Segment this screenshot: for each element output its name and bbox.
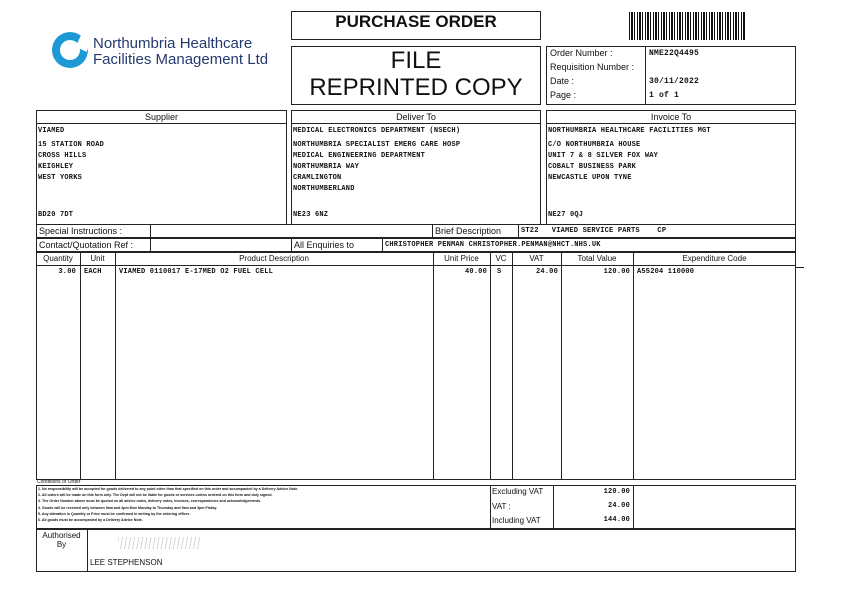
condition-line: 6. All goods must be accompanied by a Delivery Advice Note. bbox=[38, 518, 143, 523]
supplier-postcode: BD20 7DT bbox=[38, 211, 74, 219]
item-vc: S bbox=[497, 268, 502, 276]
brief-description-label: Brief Description bbox=[435, 226, 502, 236]
invoice-line: NEWCASTLE UPON TYNE bbox=[548, 174, 632, 182]
col-header-vc: VC bbox=[495, 254, 507, 263]
vat-value: 24.00 bbox=[607, 502, 630, 510]
conditions-header: Conditions of Order bbox=[37, 479, 81, 485]
supplier-line: KEIGHLEY bbox=[38, 163, 74, 171]
conditions-list bbox=[38, 486, 488, 523]
condition-line: 3. The Order Number above must be quoted on all advice notes, delivery notes, invoices, correspondence and acknowledgements. bbox=[38, 499, 262, 504]
supplier-header: Supplier bbox=[144, 112, 179, 122]
item-expenditure-code: A55204 110000 bbox=[637, 268, 695, 276]
col-header-quantity: Quantity bbox=[43, 254, 73, 263]
vat-label: VAT : bbox=[492, 502, 511, 511]
excluding-vat-label: Excluding VAT bbox=[492, 487, 544, 496]
excluding-vat-value: 120.00 bbox=[603, 488, 630, 496]
special-instructions-label: Special Instructions : bbox=[39, 226, 123, 236]
file-copy-line1: FILE bbox=[390, 47, 442, 74]
enquiries-label: All Enquiries to bbox=[294, 240, 355, 250]
invoice-line: UNIT 7 & 8 SILVER FOX WAY bbox=[548, 152, 659, 160]
invoice-to-header: Invoice To bbox=[650, 112, 692, 122]
enquiries-value: CHRISTOPHER PENMAN CHRISTOPHER.PENMAN@NHCT.NHS.UK bbox=[385, 241, 601, 249]
deliver-to-header: Deliver To bbox=[396, 112, 436, 122]
authorised-name: LEE STEPHENSON bbox=[90, 558, 163, 567]
deliver-line: NORTHUMBRIA WAY bbox=[293, 163, 360, 171]
supplier-line: 15 STATION ROAD bbox=[38, 141, 105, 149]
including-vat-label: Including VAT bbox=[492, 516, 541, 525]
barcode bbox=[629, 12, 745, 40]
invoice-line: COBALT BUSINESS PARK bbox=[548, 163, 637, 171]
item-description: VIAMED 0110017 E-17MED O2 FUEL CELL bbox=[119, 268, 274, 276]
contact-label: Contact/Quotation Ref : bbox=[39, 240, 134, 250]
company-name-line1: Northumbria Healthcare bbox=[93, 35, 253, 52]
including-vat-value: 144.00 bbox=[603, 516, 630, 524]
condition-line: 5. Any alteration in Quantity or Price must be confirmed in writing by the ordering officer. bbox=[38, 511, 191, 516]
items-table bbox=[36, 252, 796, 480]
file-copy-line2: REPRINTED COPY bbox=[309, 74, 523, 101]
condition-line: 2. All orders will be made on this form only. The Dept will not be liable for goods or services unless ordered on this form and duly signed. bbox=[38, 493, 273, 498]
condition-line: 1. No responsibility will be accepted for goods delivered to any point other than that specified on this order and accompanied by a Delivery Advice Note. bbox=[38, 487, 299, 491]
col-header-description: Product Description bbox=[239, 254, 309, 263]
supplier-line: CROSS HILLS bbox=[38, 152, 87, 160]
date-label: Date : bbox=[550, 76, 575, 86]
col-header-total: Total Value bbox=[577, 254, 617, 263]
supplier-line: WEST YORKS bbox=[38, 174, 83, 182]
deliver-line: MEDICAL ELECTRONICS DEPARTMENT (NSECH) bbox=[293, 127, 461, 135]
deliver-line: NORTHUMBERLAND bbox=[293, 185, 355, 193]
deliver-line: CRAMLINGTON bbox=[293, 174, 342, 182]
item-unit: EACH bbox=[84, 268, 102, 276]
date-value: 30/11/2022 bbox=[649, 77, 700, 86]
col-header-code: Expenditure Code bbox=[682, 254, 747, 263]
requisition-label: Requisition Number : bbox=[550, 62, 635, 72]
invoice-line: NORTHUMBRIA HEALTHCARE FACILITIES MGT bbox=[548, 127, 711, 135]
item-vat: 24.00 bbox=[535, 268, 558, 276]
deliver-line: MEDICAL ENGINEERING DEPARTMENT bbox=[293, 152, 426, 160]
company-name-line2: Facilities Management Ltd bbox=[93, 51, 269, 68]
supplier-line: VIAMED bbox=[38, 127, 65, 135]
page-title: PURCHASE ORDER bbox=[335, 12, 497, 31]
order-number-label: Order Number : bbox=[550, 48, 613, 58]
col-header-unit-price: Unit Price bbox=[444, 254, 479, 263]
authorised-label: Authorised bbox=[42, 531, 81, 540]
page-value: 1 of 1 bbox=[649, 91, 680, 100]
col-header-vat: VAT bbox=[529, 254, 544, 263]
order-number-value: NME22Q4495 bbox=[649, 49, 700, 58]
supplier-box bbox=[36, 110, 287, 225]
deliver-postcode: NE23 6NZ bbox=[293, 211, 329, 219]
item-unit-price: 40.00 bbox=[464, 268, 487, 276]
item-quantity: 3.00 bbox=[58, 268, 76, 276]
authorised-by-label: By bbox=[56, 540, 67, 549]
signature bbox=[118, 537, 200, 549]
page-label: Page : bbox=[550, 90, 577, 100]
invoice-postcode: NE27 0QJ bbox=[548, 211, 584, 219]
brief-description-value: ST22 VIAMED SERVICE PARTS CP bbox=[521, 227, 667, 235]
invoice-line: C/O NORTHUMBRIA HOUSE bbox=[548, 141, 641, 149]
condition-line: 4. Goods will be received only between 9am and 4pm Mon Monday to Thursday and 9am and 3pm Friday. bbox=[38, 505, 218, 510]
deliver-line: NORTHUMBRIA SPECIALIST EMERG CARE HOSP bbox=[293, 141, 461, 149]
col-header-unit: Unit bbox=[90, 254, 105, 263]
item-total: 120.00 bbox=[603, 268, 630, 276]
